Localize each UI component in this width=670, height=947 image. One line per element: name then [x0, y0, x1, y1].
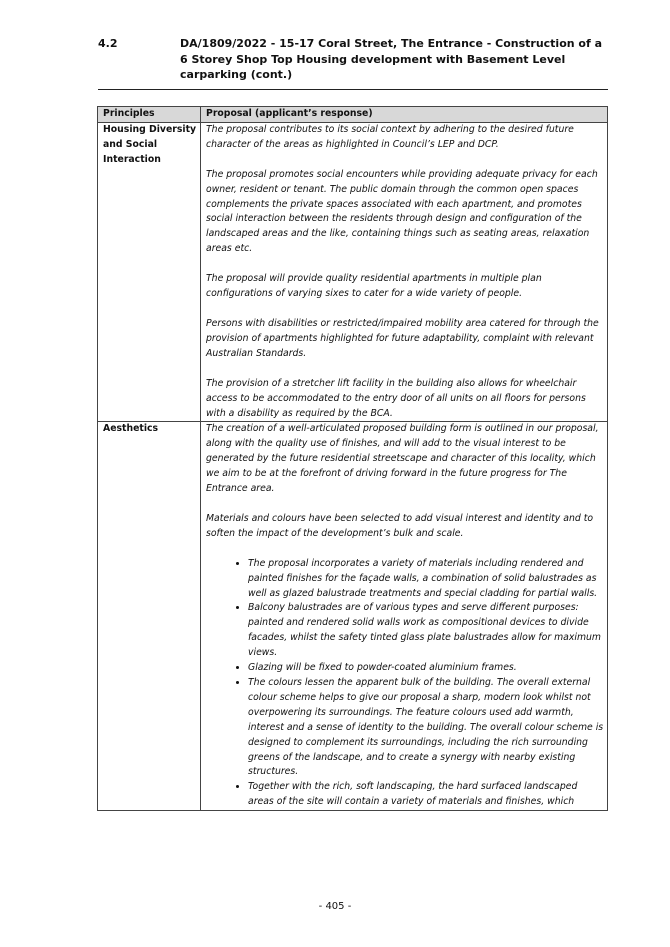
design-principles-table — [97, 106, 608, 811]
proposal-paragraph: Materials and colours have been selected to add visual interest and identity and to soften the impact of the development’s bulk and scale. — [206, 512, 594, 539]
report-item-header — [98, 36, 607, 83]
proposal-paragraph: The creation of a well-articulated proposed building form is outlined in our proposal, along with the quality use of finishes, and will add to the visual interest to be generated by the future residential streetscape and character of this locality, which we aim to be at the forefront of driving forward in the future progress for The Entrance area. — [206, 423, 599, 495]
table-row — [98, 422, 608, 811]
column-header-principles: Principles — [98, 107, 201, 123]
table-header-row — [98, 107, 608, 123]
proposal-cell — [201, 422, 608, 811]
principle-cell: Aesthetics — [98, 422, 201, 811]
page-number: - 405 - — [318, 901, 352, 912]
column-header-proposal: Proposal (applicant’s response) — [201, 107, 608, 123]
bullet-item: • Balcony balustrades are of various types and serve different purposes: painted and rendered solid walls work as compositional devices to divide facades, whilst the safety tinted glass plate balustrades allow for maximum views. — [248, 601, 604, 661]
proposal-paragraph: Persons with disabilities or restricted/impaired mobility area catered for through the provision of apartments highlighted for future adaptability, complaint with relevant Australian Standards. — [206, 317, 599, 359]
proposal-bullet-list — [206, 557, 604, 810]
bullet-item: • Glazing will be fixed to powder-coated aluminium frames. — [248, 661, 604, 676]
item-title: DA/1809/2022 - 15-17 Coral Street, The Entrance - Construction of a 6 Storey Shop Top Housing development with Basement Level carparking (cont.) — [180, 37, 603, 81]
proposal-cell — [201, 122, 608, 422]
table-row — [98, 122, 608, 422]
principle-cell: Housing Diversity and Social Interaction — [98, 122, 201, 422]
bullet-item: • Together with the rich, soft landscaping, the hard surfaced landscaped areas of the site will contain a variety of materials and finishes, which — [248, 780, 604, 810]
bullet-item: • The proposal incorporates a variety of materials including rendered and painted finishes for the façade walls, a combination of solid balustrades as well as glazed balustrade treatments and special cladding for partial walls. — [248, 557, 604, 602]
proposal-paragraph: The provision of a stretcher lift facility in the building also allows for wheelchair access to be accommodated to the entry door of all units on all floors for persons with a disability as required by the BCA. — [206, 377, 586, 419]
proposal-paragraph: The proposal will provide quality residential apartments in multiple plan configurations of varying sixes to cater for a wide variety of people. — [206, 273, 542, 300]
proposal-paragraph: The proposal contributes to its social context by adhering to the desired future character of the areas as highlighted in Council’s LEP and DCP. — [206, 123, 574, 150]
header-divider — [98, 89, 608, 90]
item-number: 4.2 — [98, 37, 118, 50]
bullet-item: • The colours lessen the apparent bulk of the building. The overall external colour scheme helps to give our proposal a sharp, modern look whilst not overpowering its surroundings. The feature colours used add warmth, interest and a sense of identity to the building. The overall colour scheme is designed to complement its surroundings, including the rich surrounding greens of the landscape, and to create a synergy with nearby existing structures. — [248, 676, 604, 780]
proposal-paragraph: The proposal promotes social encounters while providing adequate privacy for each owner, resident or tenant. The public domain through the common open spaces complements the private spaces associated with each apartment, and promotes social interaction between the residents through design and configuration of the landscaped areas and the like, containing things such as seating areas, relaxation areas etc. — [206, 168, 598, 255]
